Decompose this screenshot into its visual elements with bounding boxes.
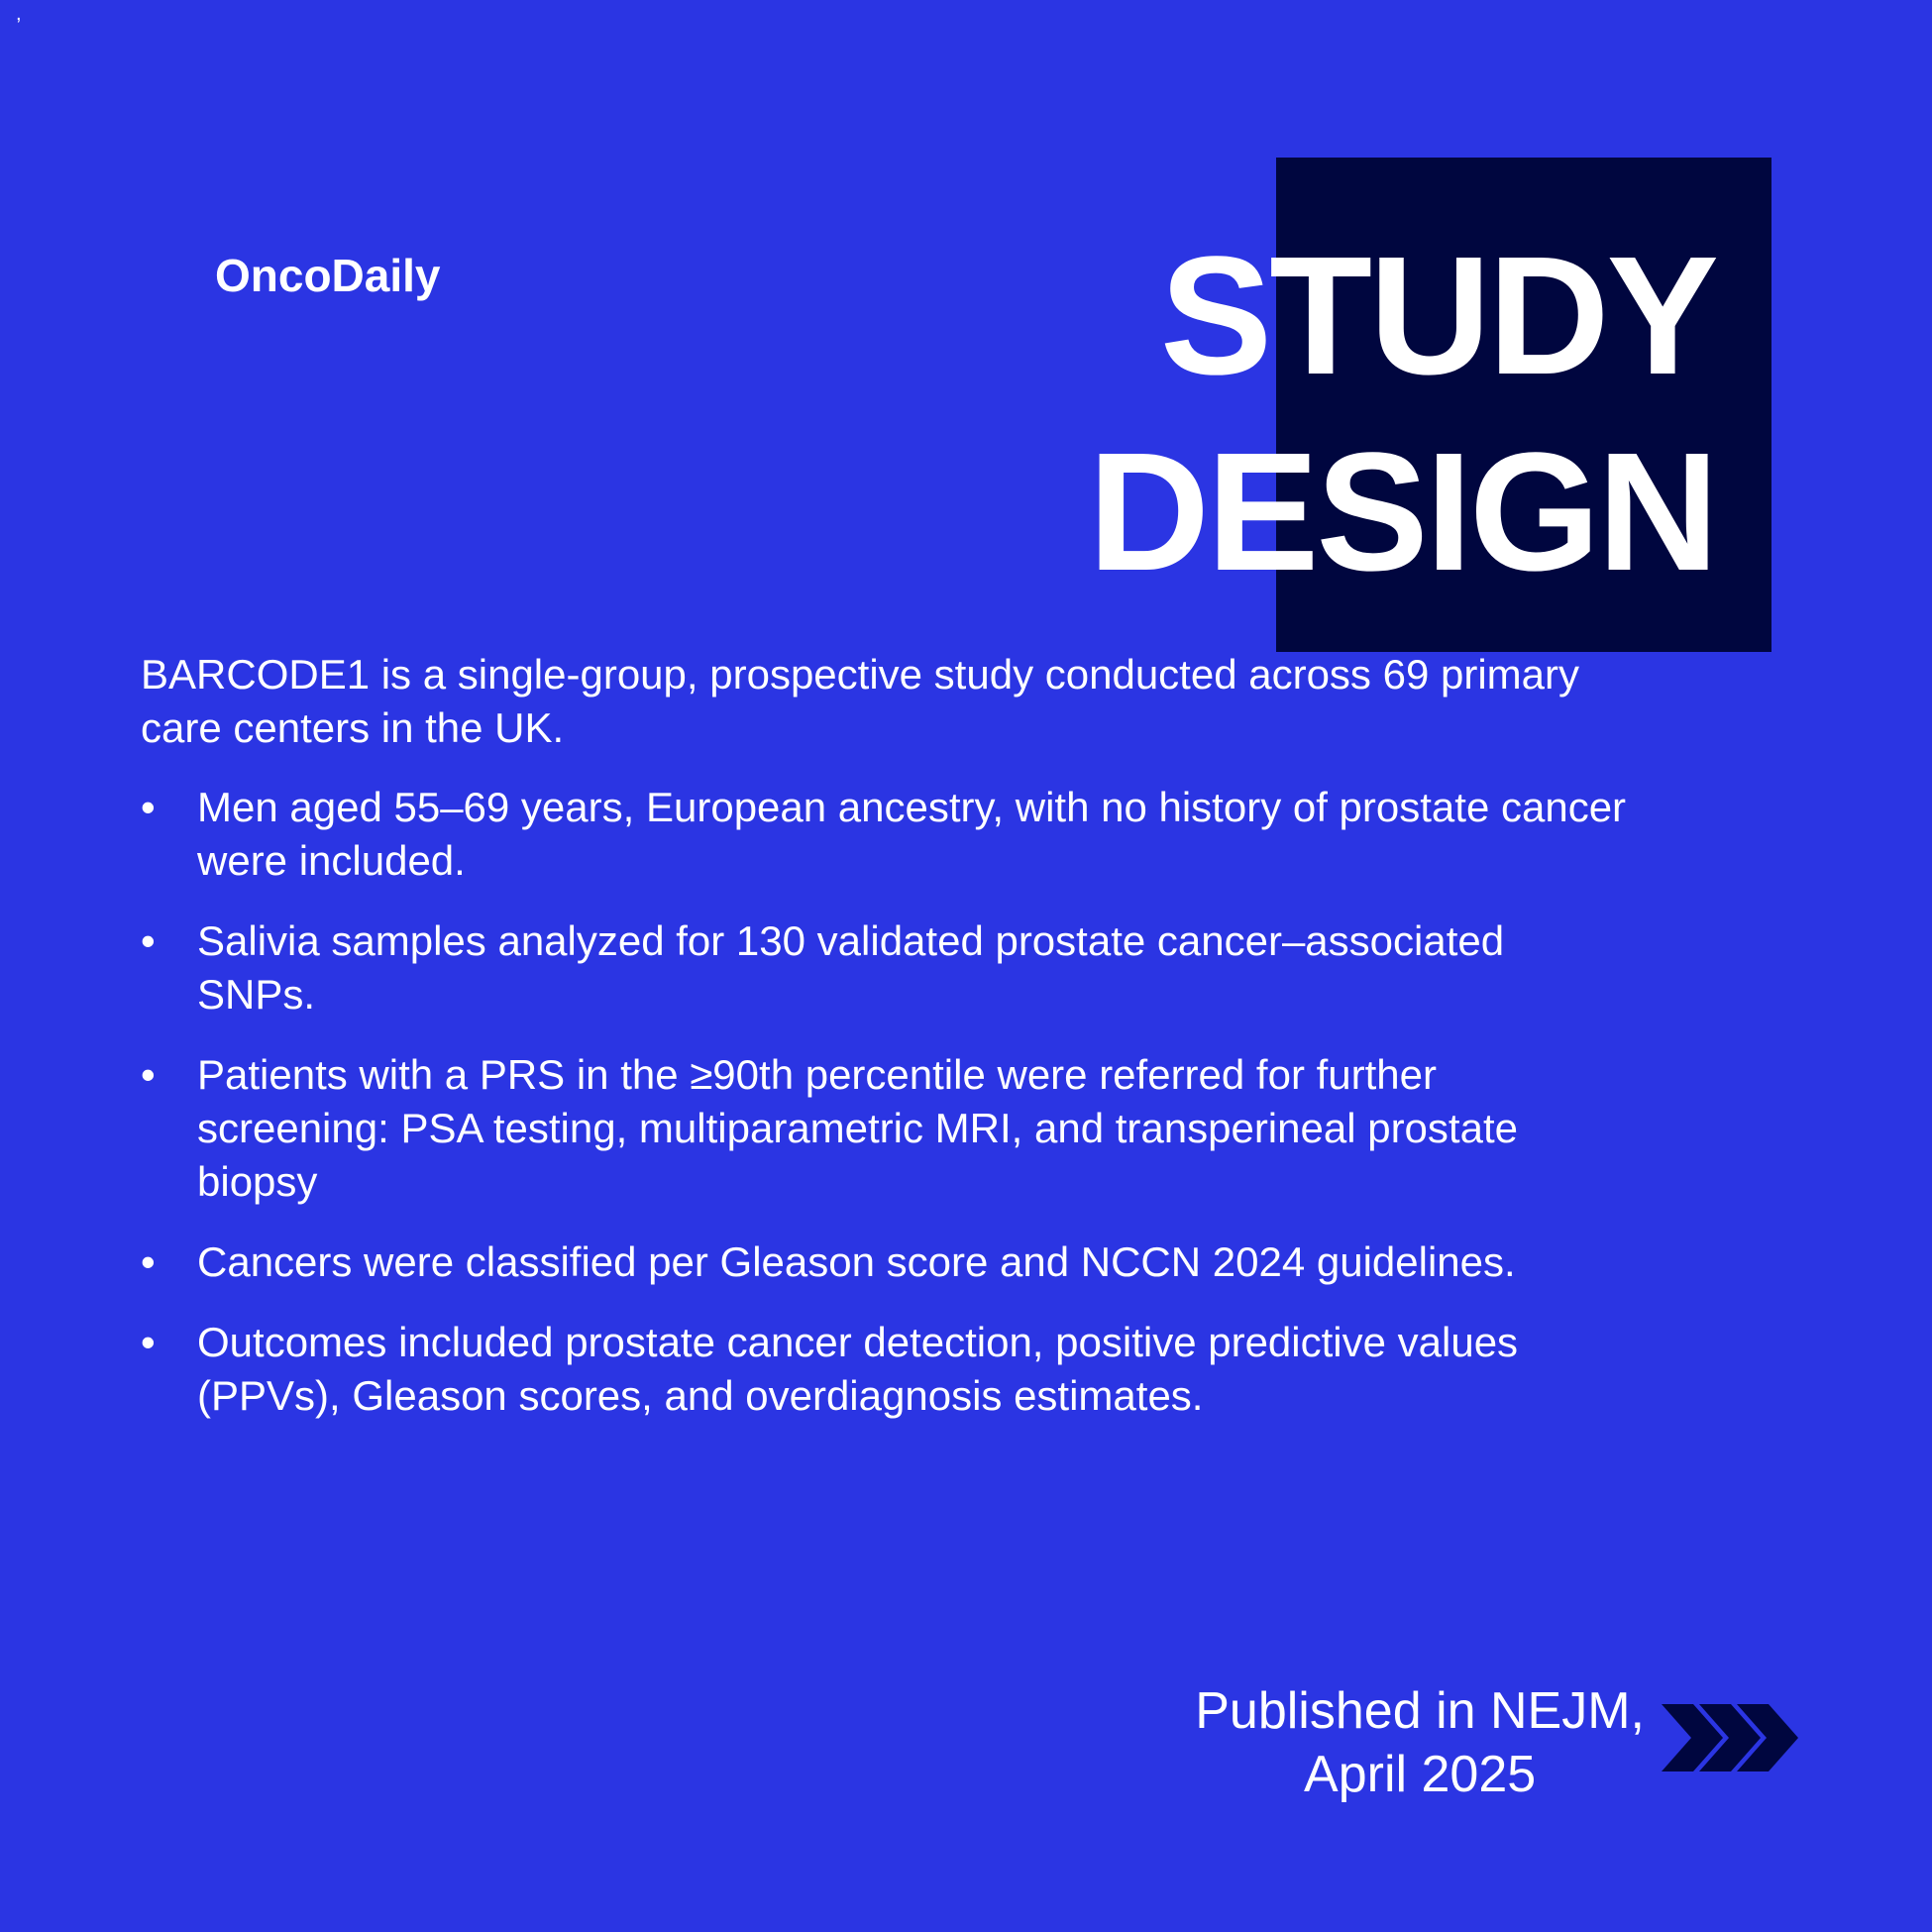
publication-line-2: April 2025 — [1304, 1746, 1537, 1803]
bullet-item — [141, 781, 1627, 888]
bullet-text: Men aged 55–69 years, European ancestry, with no history of prostate cancer were included. — [197, 784, 1627, 884]
publication-note — [1195, 1679, 1645, 1806]
intro-paragraph: BARCODE1 is a single-group, prospective study conducted across 69 primary care centers in the UK. — [141, 651, 1579, 751]
bullet-dot: • — [141, 1319, 156, 1365]
study-description — [141, 648, 1627, 1449]
page-title — [1088, 218, 1716, 610]
bullet-text: Cancers were classified per Gleason score and NCCN 2024 guidelines. — [197, 1238, 1516, 1285]
bullet-item — [141, 1048, 1627, 1209]
bullet-text: Outcomes included prostate cancer detection, positive predictive values (PPVs), Gleason scores, and overdiagnosis estimates. — [197, 1319, 1519, 1419]
bullet-item — [141, 1235, 1627, 1289]
bullet-item — [141, 914, 1627, 1021]
bullet-dot: • — [141, 917, 156, 964]
bullet-dot: • — [141, 784, 156, 830]
bullet-list — [141, 781, 1627, 1423]
title-line-2: DESIGN — [1088, 418, 1716, 606]
bullet-text: Patients with a PRS in the ≥90th percentile were referred for further screening: PSA testing, multiparametric MRI, and transperineal prostate biopsy — [197, 1051, 1518, 1205]
bullet-dot: • — [141, 1051, 156, 1098]
corner-mark: , — [16, 3, 22, 25]
bullet-item — [141, 1316, 1627, 1423]
bullet-dot: • — [141, 1238, 156, 1285]
title-line-1: STUDY — [1159, 222, 1716, 410]
triple-chevron-right-icon[interactable] — [1660, 1700, 1803, 1775]
bullet-text: Salivia samples analyzed for 130 validated prostate cancer–associated SNPs. — [197, 917, 1505, 1018]
publication-line-1: Published in NEJM, — [1195, 1682, 1645, 1740]
brand-logo-text: OncoDaily — [215, 250, 441, 301]
